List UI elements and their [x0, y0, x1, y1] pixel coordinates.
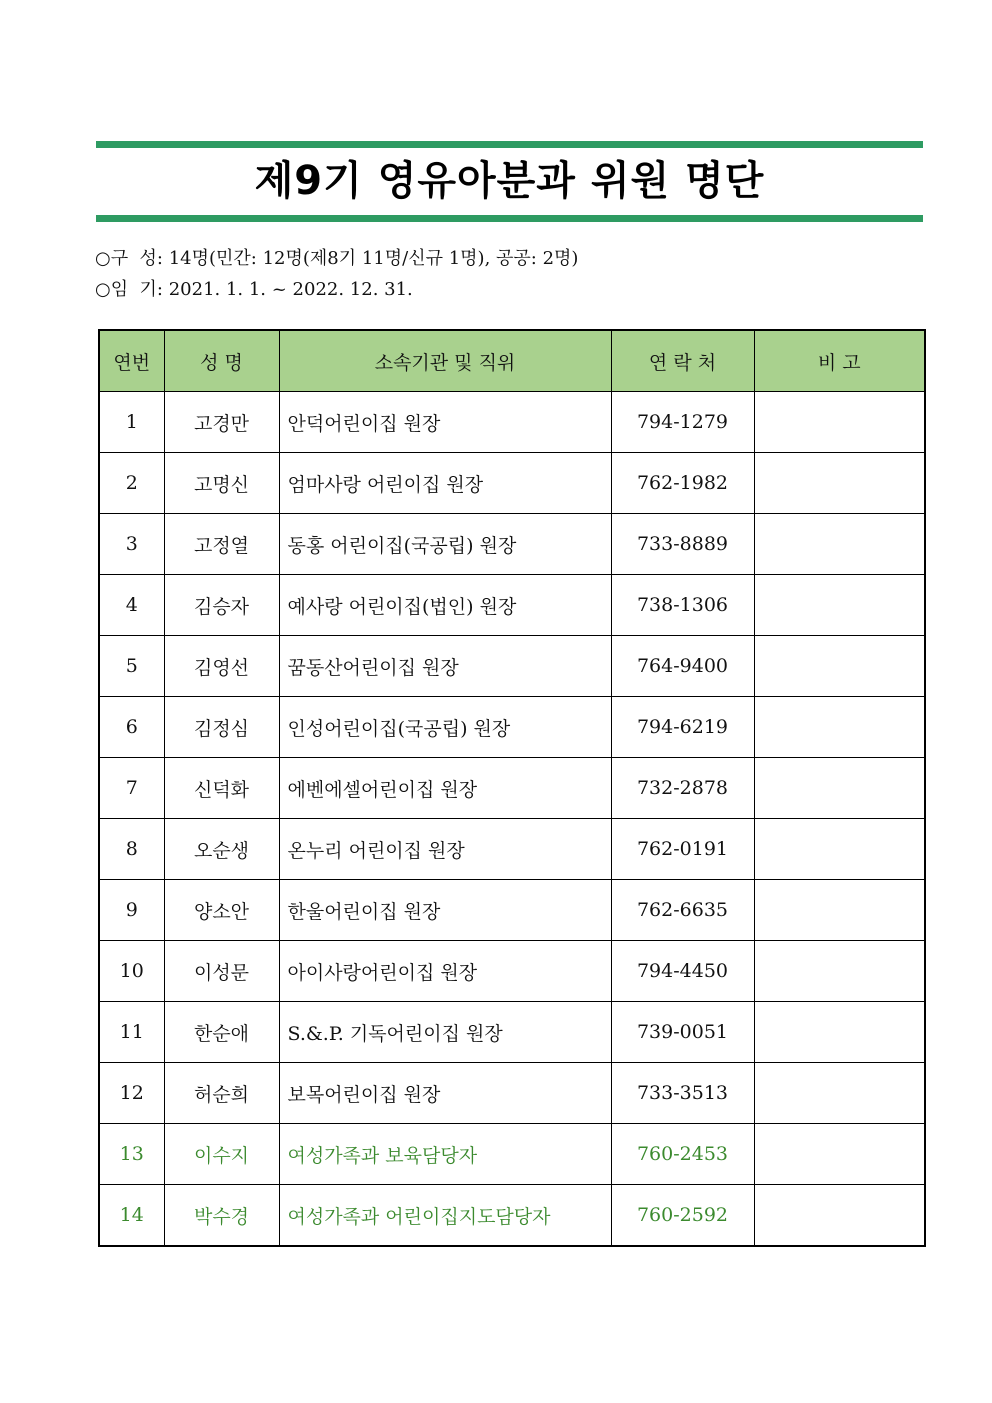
cell-org: 온누리 어린이집 원장	[279, 819, 611, 880]
title-rule-top	[96, 141, 923, 148]
table-row	[99, 697, 925, 758]
cell-name: 김정심	[164, 697, 279, 758]
cell-org: 안덕어린이집 원장	[279, 392, 611, 453]
cell-note	[754, 758, 925, 819]
header-note: 비 고	[754, 330, 925, 392]
cell-contact: 794-1279	[611, 392, 754, 453]
cell-contact: 733-3513	[611, 1063, 754, 1124]
cell-name: 고명신	[164, 453, 279, 514]
table-row	[99, 1185, 925, 1247]
member-table	[98, 329, 926, 1247]
cell-org: 인성어린이집(국공립) 원장	[279, 697, 611, 758]
cell-no: 10	[99, 941, 164, 1002]
cell-no: 1	[99, 392, 164, 453]
cell-no: 11	[99, 1002, 164, 1063]
cell-contact: 764-9400	[611, 636, 754, 697]
cell-note	[754, 819, 925, 880]
table-row	[99, 1063, 925, 1124]
cell-name: 김승자	[164, 575, 279, 636]
cell-org: 여성가족과 어린이집지도담당자	[279, 1185, 611, 1247]
cell-org: 한울어린이집 원장	[279, 880, 611, 941]
cell-note	[754, 697, 925, 758]
cell-org: 꿈동산어린이집 원장	[279, 636, 611, 697]
header-contact: 연 락 처	[611, 330, 754, 392]
cell-org: 예사랑 어린이집(법인) 원장	[279, 575, 611, 636]
cell-note	[754, 514, 925, 575]
cell-note	[754, 453, 925, 514]
cell-contact: 738-1306	[611, 575, 754, 636]
cell-org: 에벤에셀어린이집 원장	[279, 758, 611, 819]
cell-org: 아이사랑어린이집 원장	[279, 941, 611, 1002]
composition-line: ○구 성: 14명(민간: 12명(제8기 11명/신규 1명), 공공: 2명)	[95, 248, 579, 269]
cell-contact: 739-0051	[611, 1002, 754, 1063]
cell-no: 13	[99, 1124, 164, 1185]
cell-note	[754, 1185, 925, 1247]
table-row	[99, 758, 925, 819]
header-org: 소속기관 및 직위	[279, 330, 611, 392]
cell-note	[754, 392, 925, 453]
cell-no: 7	[99, 758, 164, 819]
table-row	[99, 941, 925, 1002]
title-rule-bottom	[96, 215, 923, 222]
table-row	[99, 636, 925, 697]
cell-no: 9	[99, 880, 164, 941]
table-row	[99, 1124, 925, 1185]
cell-no: 4	[99, 575, 164, 636]
table-row	[99, 880, 925, 941]
cell-org: 보목어린이집 원장	[279, 1063, 611, 1124]
cell-no: 3	[99, 514, 164, 575]
table-row	[99, 453, 925, 514]
cell-org: S.&.P. 기독어린이집 원장	[279, 1002, 611, 1063]
header-no: 연번	[99, 330, 164, 392]
cell-name: 김영선	[164, 636, 279, 697]
cell-contact: 762-0191	[611, 819, 754, 880]
cell-name: 신덕화	[164, 758, 279, 819]
cell-no: 8	[99, 819, 164, 880]
cell-note	[754, 636, 925, 697]
cell-name: 오순생	[164, 819, 279, 880]
cell-no: 5	[99, 636, 164, 697]
cell-contact: 732-2878	[611, 758, 754, 819]
page-title: 제9기 영유아분과 위원 명단	[254, 158, 765, 204]
cell-org: 여성가족과 보육담당자	[279, 1124, 611, 1185]
table-row	[99, 1002, 925, 1063]
cell-org: 엄마사랑 어린이집 원장	[279, 453, 611, 514]
cell-note	[754, 1063, 925, 1124]
term-line: ○임 기: 2021. 1. 1. ~ 2022. 12. 31.	[95, 279, 413, 300]
cell-contact: 762-1982	[611, 453, 754, 514]
cell-no: 12	[99, 1063, 164, 1124]
cell-name: 박수경	[164, 1185, 279, 1247]
cell-name: 고경만	[164, 392, 279, 453]
cell-name: 고정열	[164, 514, 279, 575]
table-row	[99, 575, 925, 636]
cell-contact: 794-6219	[611, 697, 754, 758]
cell-note	[754, 1124, 925, 1185]
cell-no: 14	[99, 1185, 164, 1247]
cell-contact: 760-2453	[611, 1124, 754, 1185]
cell-contact: 760-2592	[611, 1185, 754, 1247]
cell-name: 한순애	[164, 1002, 279, 1063]
cell-note	[754, 575, 925, 636]
cell-name: 허순희	[164, 1063, 279, 1124]
table-header-row	[99, 330, 925, 392]
cell-no: 2	[99, 453, 164, 514]
cell-name: 양소안	[164, 880, 279, 941]
cell-note	[754, 880, 925, 941]
cell-no: 6	[99, 697, 164, 758]
cell-contact: 762-6635	[611, 880, 754, 941]
cell-name: 이성문	[164, 941, 279, 1002]
cell-contact: 794-4450	[611, 941, 754, 1002]
table-row	[99, 514, 925, 575]
table-row	[99, 392, 925, 453]
cell-note	[754, 941, 925, 1002]
cell-name: 이수지	[164, 1124, 279, 1185]
header-name: 성 명	[164, 330, 279, 392]
cell-org: 동홍 어린이집(국공립) 원장	[279, 514, 611, 575]
cell-note	[754, 1002, 925, 1063]
table-row	[99, 819, 925, 880]
cell-contact: 733-8889	[611, 514, 754, 575]
